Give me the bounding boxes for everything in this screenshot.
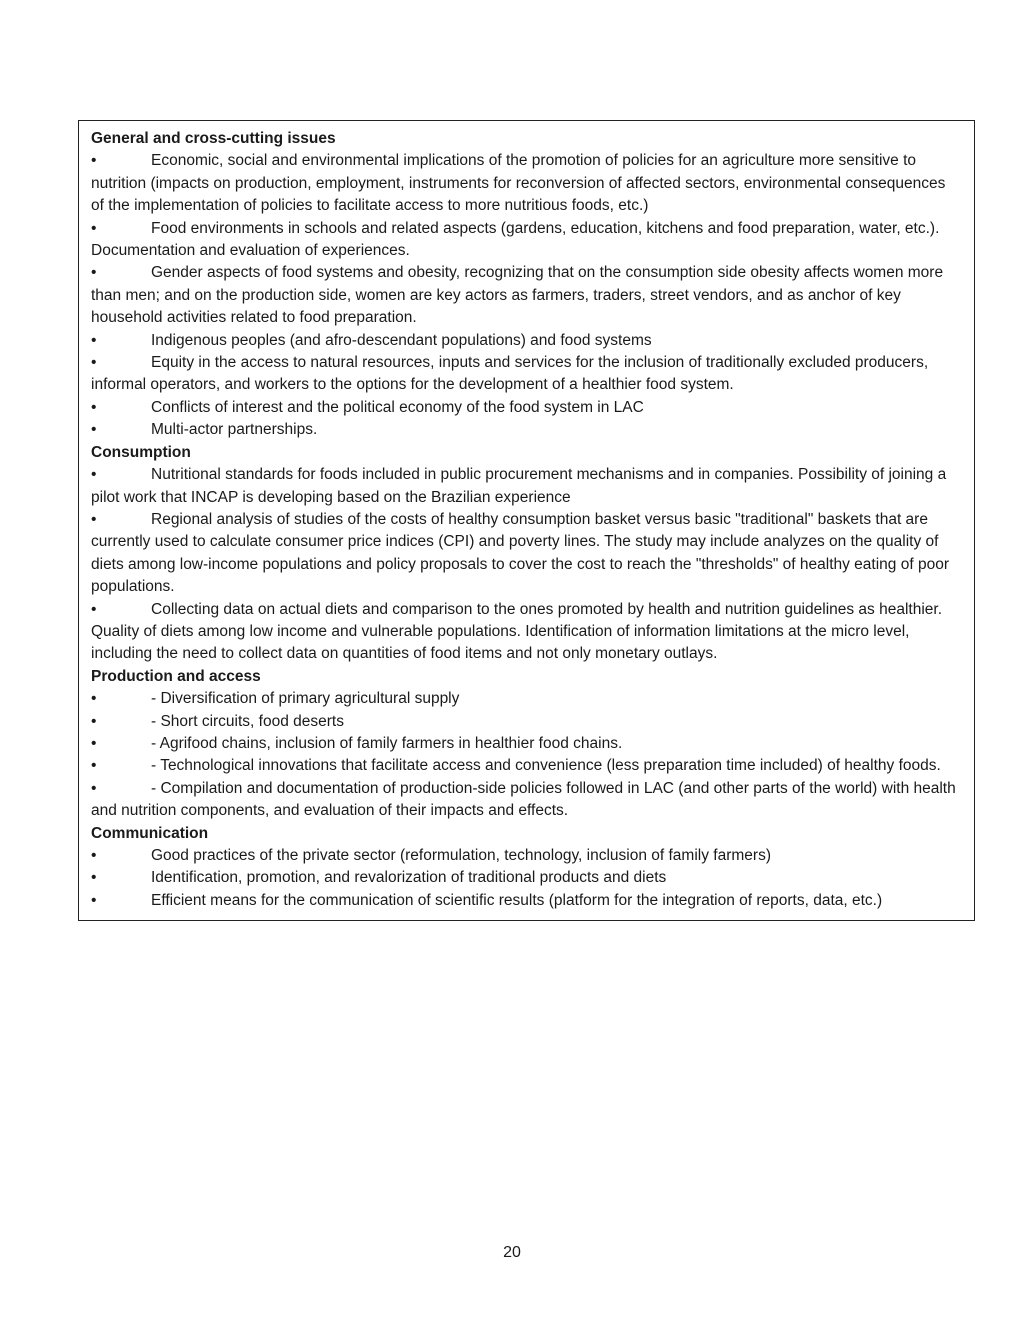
list-item: • Efficient means for the communication of scientific results (platform for the integration of reports, data, etc.) bbox=[91, 890, 962, 912]
list-item: • Regional analysis of studies of the costs of healthy consumption basket versus basic "traditional" baskets that are currently used to calculate consumer price indices (CPI) and poverty lines. The study may include analyzes on the quality of diets among low-income populations and policy proposals to cover the cost to reach the "thresholds" of healthy eating of poor populations. bbox=[91, 510, 949, 596]
list-item: • Identification, promotion, and revalorization of traditional products and diets bbox=[91, 867, 962, 889]
list-item: • Indigenous peoples (and afro-descendant populations) and food systems bbox=[91, 330, 962, 352]
bullet-icon: • bbox=[91, 264, 97, 282]
section-heading-general: General and cross-cutting issues bbox=[91, 130, 336, 147]
bullet-icon: • bbox=[91, 354, 97, 372]
section-heading-consumption: Consumption bbox=[91, 443, 191, 461]
bullet-icon: • bbox=[91, 466, 97, 484]
bullet-icon: • bbox=[91, 757, 97, 775]
list-item: • - Compilation and documentation of production-side policies followed in LAC (and other parts of the world) with health and nutrition components, and evaluation of their impacts and effects. bbox=[91, 779, 956, 820]
list-item: • Food environments in schools and related aspects (gardens, education, kitchens and food preparation, water, etc.). Documentation and evaluation of experiences. bbox=[91, 219, 940, 260]
list-item: • - Technological innovations that facilitate access and convenience (less preparation time included) of healthy foods. bbox=[91, 755, 962, 777]
bullet-icon: • bbox=[91, 421, 97, 439]
list-item: • Multi-actor partnerships. bbox=[91, 419, 962, 441]
bullet-icon: • bbox=[91, 891, 97, 909]
list-item: • Gender aspects of food systems and obesity, recognizing that on the consumption side obesity affects women more than men; and on the production side, women are key actors as farmers, traders, street vendors, and as anchor of key household activities related to food preparation. bbox=[91, 264, 944, 327]
bullet-icon: • bbox=[91, 398, 97, 416]
bullet-icon: • bbox=[91, 331, 97, 349]
content-box bbox=[78, 120, 975, 921]
list-item: • - Diversification of primary agricultural supply bbox=[91, 688, 962, 710]
list-item: • Economic, social and environmental implications of the promotion of policies for an agriculture more sensitive to nutrition (impacts on production, employment, instruments for reconversion of affected sectors, environmental consequences of the implementation of policies to facilitate access to more nutritious foods, etc.) bbox=[91, 152, 946, 215]
list-item: • Good practices of the private sector (reformulation, technology, inclusion of family farmers) bbox=[91, 845, 962, 867]
list-item: • - Short circuits, food deserts bbox=[91, 711, 962, 733]
list-item: • Equity in the access to natural resources, inputs and services for the inclusion of traditionally excluded producers, informal operators, and workers to the options for the development of a healthier food system. bbox=[91, 354, 929, 394]
bullet-icon: • bbox=[91, 734, 97, 752]
list-item: • Nutritional standards for foods included in public procurement mechanisms and in companies. Possibility of joining a pilot work that INCAP is developing based on the Brazilian experience bbox=[91, 466, 947, 506]
bullet-icon: • bbox=[91, 869, 97, 887]
bullet-icon: • bbox=[91, 779, 97, 797]
bullet-icon: • bbox=[91, 690, 97, 708]
section-heading-communication: Communication bbox=[91, 824, 209, 842]
bullet-icon: • bbox=[91, 600, 97, 618]
bullet-icon: • bbox=[91, 510, 97, 528]
page-number: 20 bbox=[503, 1244, 521, 1261]
list-item: • Conflicts of interest and the political economy of the food system in LAC bbox=[91, 397, 962, 419]
bullet-icon: • bbox=[91, 219, 97, 237]
section-heading-production: Production and access bbox=[91, 667, 261, 685]
list-item: • Collecting data on actual diets and comparison to the ones promoted by health and nutrition guidelines as healthier. Quality of diets among low income and vulnerable populations. Identification of information limitations at the micro level, including the need to collect data on quantities of food items and not only monetary outlays. bbox=[91, 600, 943, 663]
bullet-icon: • bbox=[91, 847, 97, 864]
list-item: • - Agrifood chains, inclusion of family farmers in healthier food chains. bbox=[91, 733, 962, 755]
bullet-icon: • bbox=[91, 712, 97, 730]
bullet-icon: • bbox=[91, 152, 97, 170]
